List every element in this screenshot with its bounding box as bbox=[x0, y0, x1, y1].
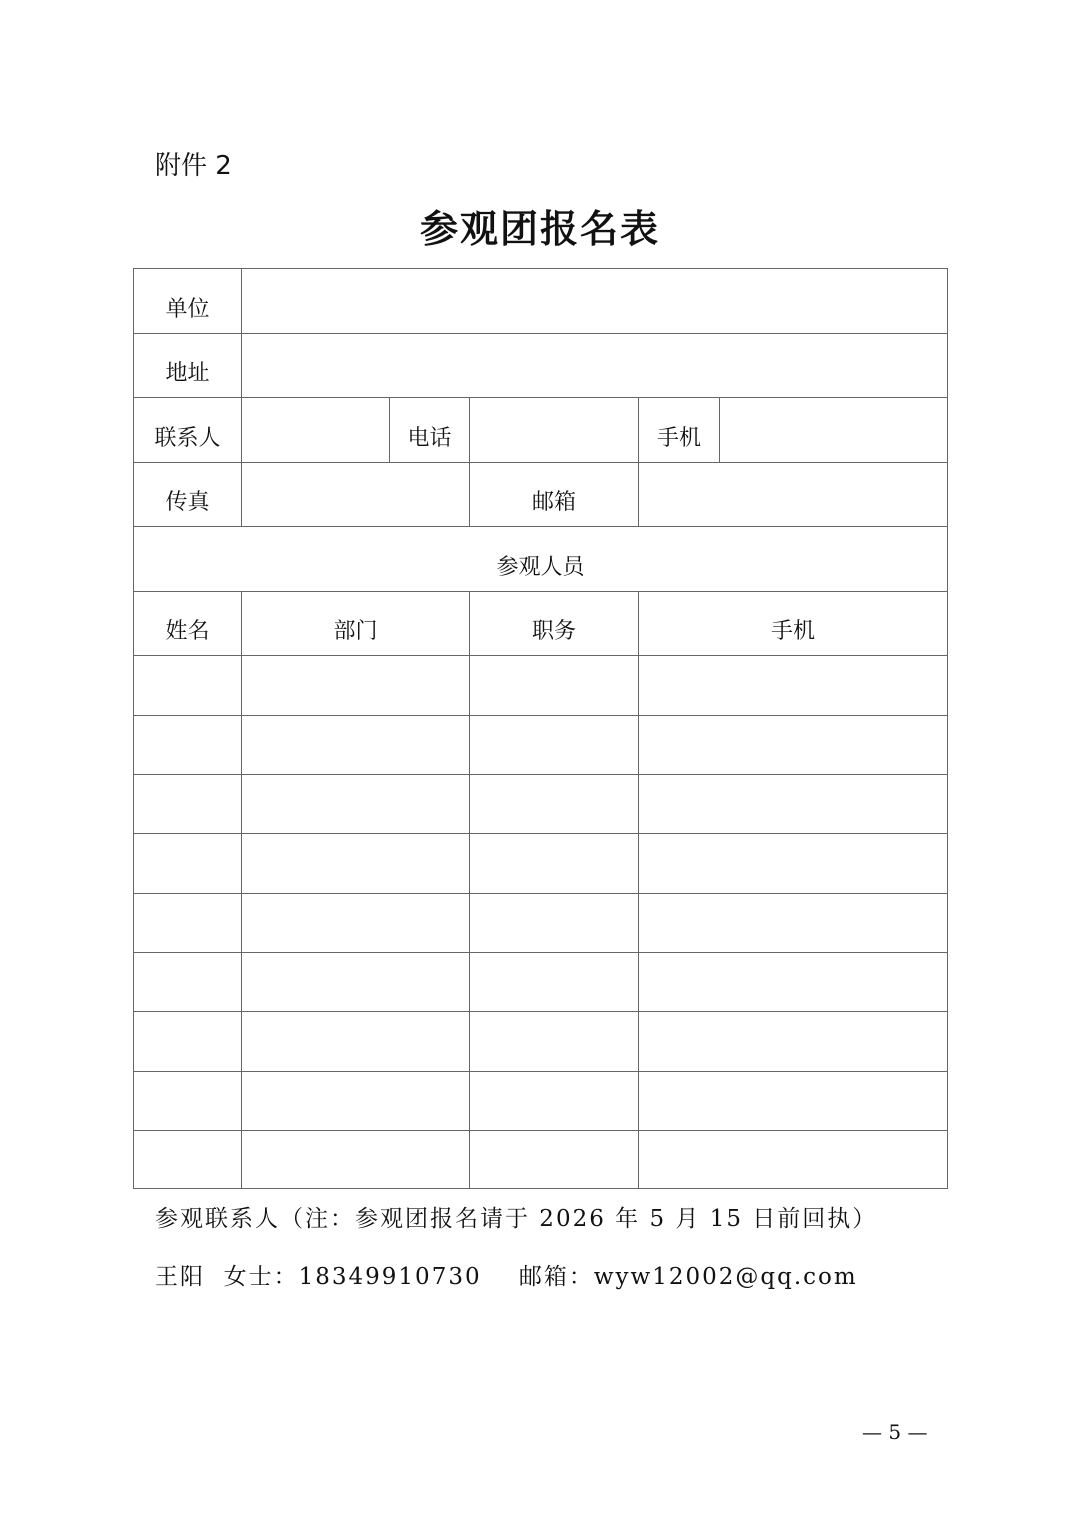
contact-note: 参观联系人（注：参观团报名请于 2026 年 5 月 15 日前回执） bbox=[155, 1206, 878, 1232]
visitor-position-cell[interactable] bbox=[469, 1071, 639, 1131]
visitor-position-cell[interactable] bbox=[469, 952, 639, 1012]
mobile-label: 手机 bbox=[638, 397, 720, 463]
unit-label: 单位 bbox=[133, 268, 242, 334]
column-header-name: 姓名 bbox=[133, 591, 242, 656]
page-number: — 5 — bbox=[862, 1420, 928, 1444]
visitor-position-cell[interactable] bbox=[469, 1011, 639, 1072]
visitor-mobile-cell[interactable] bbox=[638, 774, 948, 834]
visitor-position-cell[interactable] bbox=[469, 655, 639, 716]
column-header-mobile: 手机 bbox=[638, 591, 948, 656]
visitor-department-cell[interactable] bbox=[241, 715, 470, 775]
visitors-section-header: 参观人员 bbox=[133, 526, 948, 592]
visitor-mobile-cell[interactable] bbox=[638, 952, 948, 1012]
visitor-department-cell[interactable] bbox=[241, 1071, 470, 1131]
visitor-mobile-cell[interactable] bbox=[638, 1011, 948, 1072]
visitor-name-cell[interactable] bbox=[133, 1071, 242, 1131]
visitor-name-cell[interactable] bbox=[133, 1130, 242, 1189]
visitor-department-cell[interactable] bbox=[241, 952, 470, 1012]
visitor-department-cell[interactable] bbox=[241, 655, 470, 716]
visitor-name-cell[interactable] bbox=[133, 833, 242, 894]
visitor-name-cell[interactable] bbox=[133, 655, 242, 716]
address-field[interactable] bbox=[241, 333, 948, 398]
visitor-position-cell[interactable] bbox=[469, 774, 639, 834]
attachment-label: 附件 2 bbox=[155, 151, 232, 181]
phone-label: 电话 bbox=[389, 397, 470, 463]
visitor-department-cell[interactable] bbox=[241, 833, 470, 894]
visitor-department-cell[interactable] bbox=[241, 774, 470, 834]
contact-info: 王阳 女士：18349910730 邮箱：wyw12002@qq.com bbox=[155, 1264, 858, 1290]
visitor-mobile-cell[interactable] bbox=[638, 1071, 948, 1131]
visitor-name-cell[interactable] bbox=[133, 774, 242, 834]
visitor-mobile-cell[interactable] bbox=[638, 893, 948, 953]
contact-field[interactable] bbox=[241, 397, 390, 463]
fax-label: 传真 bbox=[133, 462, 242, 527]
page-title: 参观团报名表 bbox=[419, 207, 660, 251]
visitor-department-cell[interactable] bbox=[241, 893, 470, 953]
visitor-position-cell[interactable] bbox=[469, 1130, 639, 1189]
contact-label: 联系人 bbox=[133, 397, 242, 463]
visitor-name-cell[interactable] bbox=[133, 715, 242, 775]
email-label: 邮箱 bbox=[469, 462, 639, 527]
visitor-name-cell[interactable] bbox=[133, 952, 242, 1012]
phone-field[interactable] bbox=[469, 397, 639, 463]
fax-field[interactable] bbox=[241, 462, 470, 527]
mobile-field[interactable] bbox=[719, 397, 948, 463]
visitor-mobile-cell[interactable] bbox=[638, 833, 948, 894]
visitor-position-cell[interactable] bbox=[469, 715, 639, 775]
visitor-position-cell[interactable] bbox=[469, 833, 639, 894]
visitor-position-cell[interactable] bbox=[469, 893, 639, 953]
email-field[interactable] bbox=[638, 462, 948, 527]
visitor-name-cell[interactable] bbox=[133, 893, 242, 953]
visitor-mobile-cell[interactable] bbox=[638, 655, 948, 716]
visitor-name-cell[interactable] bbox=[133, 1011, 242, 1072]
address-label: 地址 bbox=[133, 333, 242, 398]
column-header-position: 职务 bbox=[469, 591, 639, 656]
unit-field[interactable] bbox=[241, 268, 948, 334]
visitor-department-cell[interactable] bbox=[241, 1011, 470, 1072]
column-header-department: 部门 bbox=[241, 591, 470, 656]
visitor-mobile-cell[interactable] bbox=[638, 1130, 948, 1189]
visitor-department-cell[interactable] bbox=[241, 1130, 470, 1189]
visitor-mobile-cell[interactable] bbox=[638, 715, 948, 775]
